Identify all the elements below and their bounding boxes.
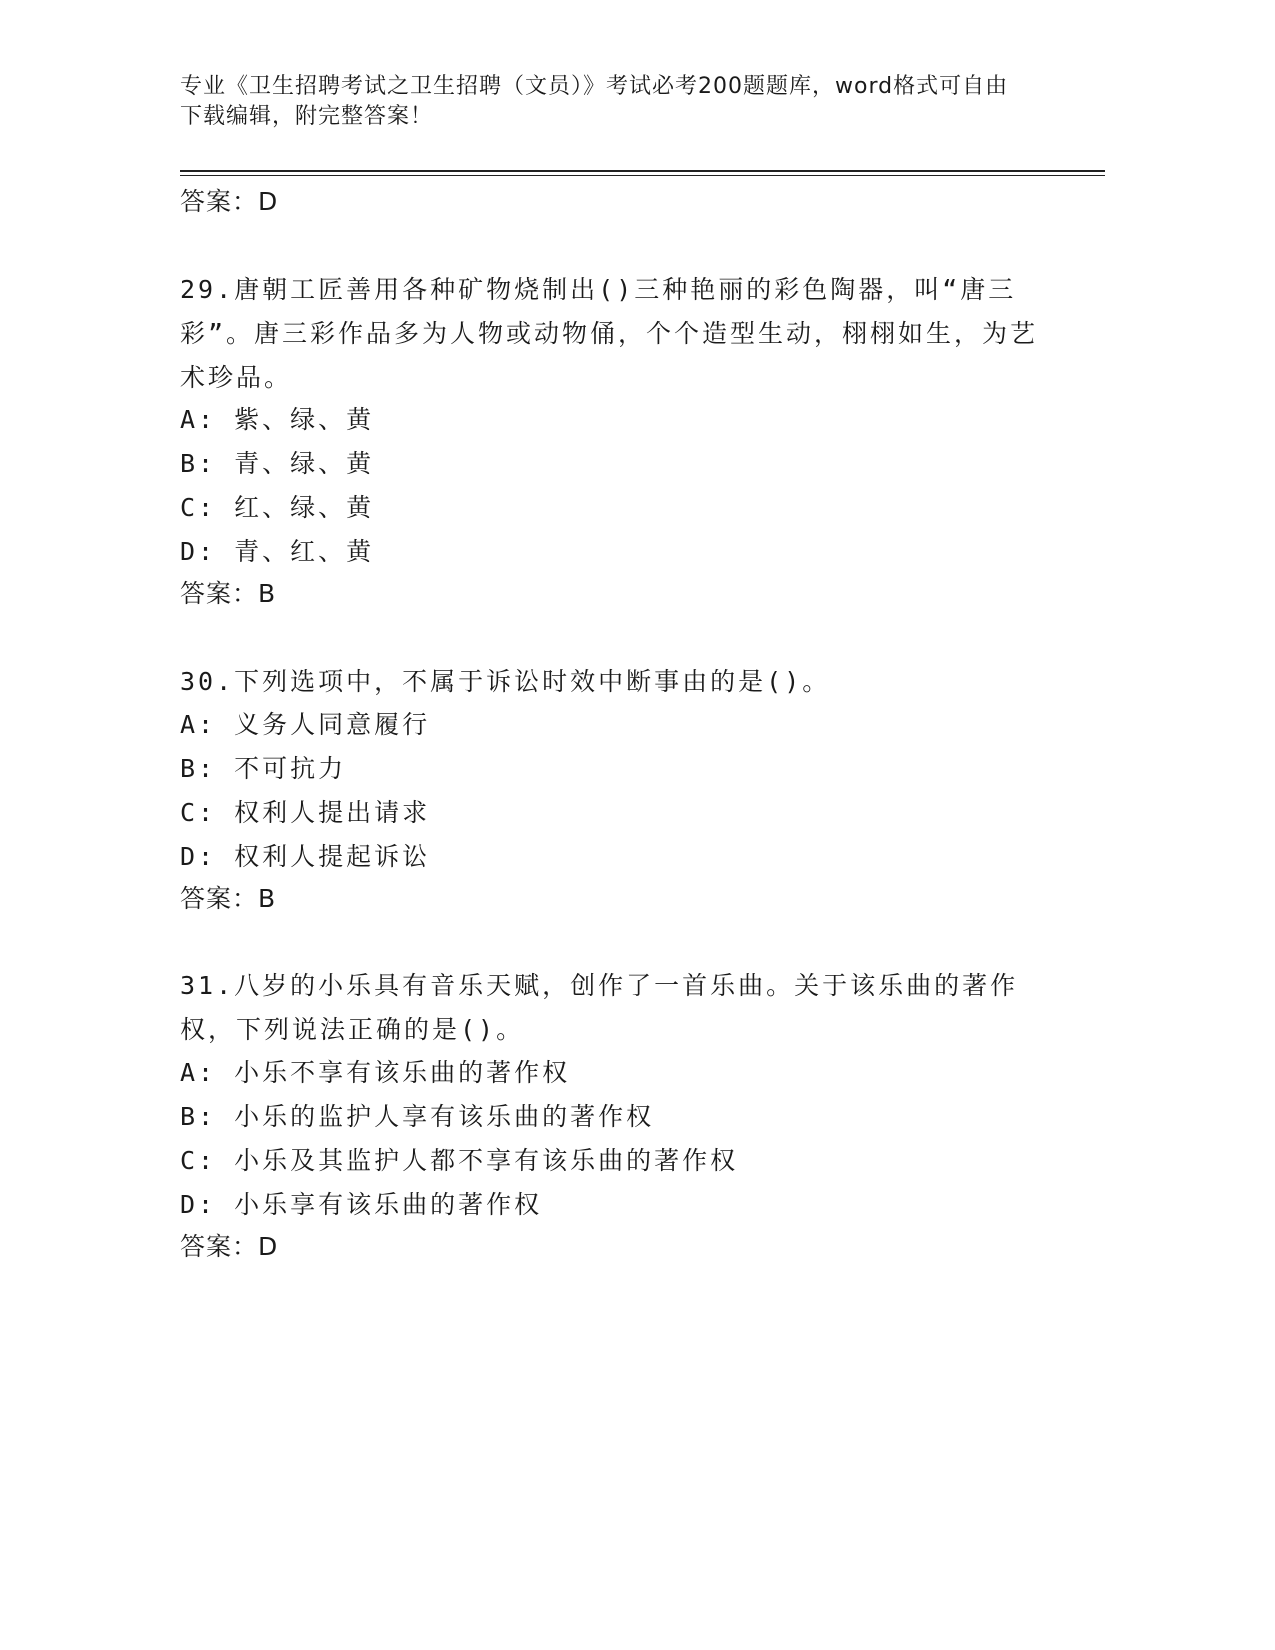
question-29-answer: 答案：B <box>180 579 277 608</box>
question-30-option-a <box>180 703 1040 747</box>
option-text: 小乐及其监护人都不享有该乐曲的著作权 <box>234 1146 739 1175</box>
question-31-answer: 答案：D <box>180 1232 279 1261</box>
option-key: B: <box>180 449 217 478</box>
option-text: 权利人提出请求 <box>234 798 431 827</box>
option-text: 小乐不享有该乐曲的著作权 <box>234 1058 571 1087</box>
option-text: 义务人同意履行 <box>234 710 431 739</box>
question-29-option-c <box>180 486 1040 530</box>
header-divider-thin <box>180 175 1105 176</box>
option-key: A: <box>180 405 217 434</box>
question-29-stem: 29.唐朝工匠善用各种矿物烧制出()三种艳丽的彩色陶器，叫“唐三彩”。唐三彩作品多为人物或动物俑，个个造型生动，栩栩如生，为艺术珍品。 <box>180 275 1039 392</box>
option-key: C: <box>180 493 217 522</box>
question-30-option-d <box>180 835 1040 879</box>
question-29-option-b <box>180 442 1040 486</box>
question-31-option-d <box>180 1183 1040 1227</box>
option-text: 小乐的监护人享有该乐曲的著作权 <box>234 1102 655 1131</box>
option-text: 青、红、黄 <box>234 537 375 566</box>
question-30-option-b <box>180 747 1040 791</box>
option-text: 紫、绿、黄 <box>234 405 375 434</box>
option-key: D: <box>180 1190 217 1219</box>
question-31-option-a <box>180 1051 1040 1095</box>
option-text: 小乐享有该乐曲的著作权 <box>234 1190 543 1219</box>
option-key: D: <box>180 537 217 566</box>
question-31-option-b <box>180 1095 1040 1139</box>
question-30-option-c <box>180 791 1040 835</box>
option-text: 红、绿、黄 <box>234 493 375 522</box>
option-text: 青、绿、黄 <box>234 449 375 478</box>
question-29-option-d <box>180 530 1040 574</box>
option-text: 不可抗力 <box>234 754 347 783</box>
prev-question-answer: 答案：D <box>180 187 279 216</box>
option-key: C: <box>180 1146 217 1175</box>
header-divider-thick <box>180 170 1105 172</box>
question-31-option-c <box>180 1139 1040 1183</box>
page-header: 专业《卫生招聘考试之卫生招聘（文员）》考试必考200题题库，word格式可自由下载编辑，附完整答案！ <box>180 74 1009 129</box>
option-key: B: <box>180 1102 217 1131</box>
option-key: B: <box>180 754 217 783</box>
question-29-option-a <box>180 398 1040 442</box>
question-31-stem: 31.八岁的小乐具有音乐天赋，创作了一首乐曲。关于该乐曲的著作权，下列说法正确的是()。 <box>180 971 1019 1044</box>
option-key: D: <box>180 842 217 871</box>
question-30-answer: 答案：B <box>180 884 277 913</box>
option-key: A: <box>180 1058 217 1087</box>
option-key: C: <box>180 798 217 827</box>
option-text: 权利人提起诉讼 <box>234 842 431 871</box>
question-30-stem: 30.下列选项中，不属于诉讼时效中断事由的是()。 <box>180 667 831 696</box>
option-key: A: <box>180 710 217 739</box>
